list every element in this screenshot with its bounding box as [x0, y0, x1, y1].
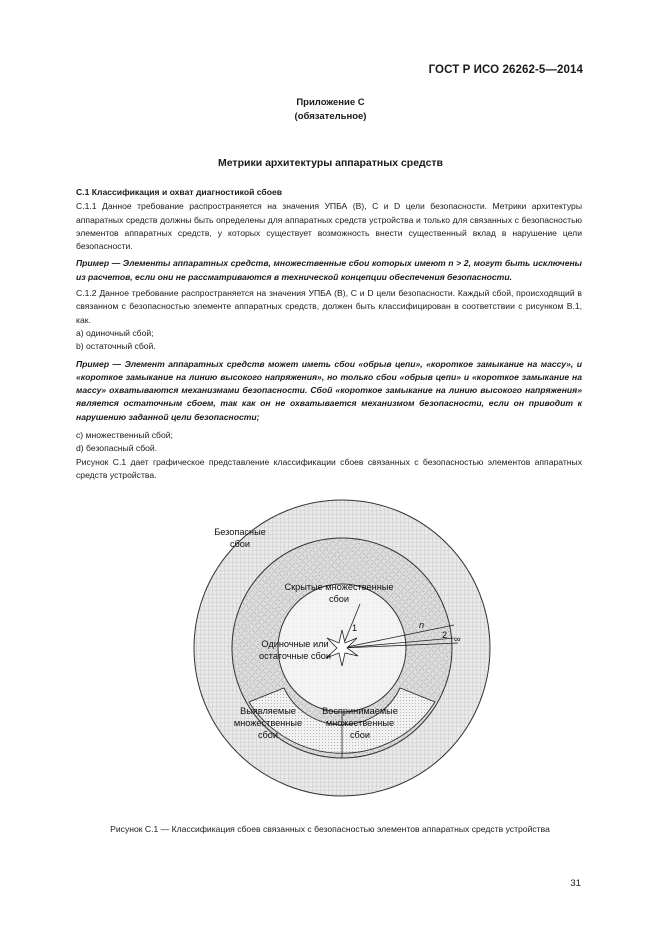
page-number: 31 [570, 878, 581, 889]
document-id: ГОСТ Р ИСО 26262-5—2014 [428, 64, 583, 76]
example-2: Пример — Элемент аппаратных средств может иметь сбои «обрыв цепи», «короткое замыкание на массу», и «короткое замыкание на линию высокого напряжения», но только сбои «обрыв цепи» и «короткое замыкание на массу» охватываются механизмами безопасности. Сбой «короткое замыкание на линию высокого напряжения» является остаточным сбоем, так как он не охватывается механизмом безопасности, если он приводит к нарушению заданной цели безопасности; [76, 358, 582, 422]
paragraph-c1-2: С.1.2 Данное требование распространяется на значения УПБА (В), С и D цели безопасности. Каждый сбой, происходящий в связанном с безопасностью элементе аппаратных средств, должен быть классифицирован в соответствии с рисунком В.1, как. [76, 288, 582, 325]
body-text [76, 186, 582, 482]
label-safe-2: сбои [229, 539, 251, 549]
label-perceived-3: сбои [349, 730, 371, 740]
label-latent-2: сбои [328, 594, 350, 604]
fault-classification-figure [192, 498, 492, 798]
label-safe-1: Безопасные [214, 527, 266, 537]
list-item-b: b) остаточный сбой. [76, 341, 156, 352]
label-1: 1 [352, 623, 358, 633]
example-1: Пример — Элементы аппаратных средств, множественные сбои которых имеют n > 2, могут быть исключены из расчетов, если они не рассматриваются в технической концепции обеспечения безопасности. [76, 258, 582, 282]
label-n: n [419, 620, 425, 630]
label-infinity: ∞ [454, 634, 461, 644]
section-title: Метрики архитектуры аппаратных средств [217, 157, 444, 169]
label-detected-3: сбои [257, 730, 279, 740]
figure-intro: Рисунок С.1 дает графическое представление классификации сбоев связанных с безопасностью элементов аппаратных средств устройства. [76, 456, 582, 480]
annex-status: (обязательное) [294, 111, 367, 122]
c1-heading: С.1 Классификация и охват диагностикой сбоев [76, 187, 283, 197]
label-single-2: остаточные сбои [259, 651, 331, 661]
label-perceived-1: Воспринимаемые [322, 706, 398, 716]
label-latent-1: Скрытые множественные [284, 582, 394, 592]
label-detected-1: Выявляемые [240, 706, 296, 716]
list-item-a: a) одиночный сбой; [76, 327, 154, 338]
label-perceived-2: множественные [325, 718, 395, 728]
list-item-c: c) множественный сбой; [76, 430, 173, 441]
list-item-d: d) безопасный сбой. [76, 443, 158, 454]
paragraph-c1-1: С.1.1 Данное требование распространяется на значения УПБА (В), С и D цели безопасности. Метрики архитектуры аппаратных средств должны быть определены для аппаратных средств устройства и только для связанных с безопасностью элементов аппаратных средств, у которых существует возможность внести существенный вклад в нарушение цели безопасности. [76, 201, 582, 252]
label-detected-2: множественные [233, 718, 303, 728]
label-2: 2 [442, 630, 448, 640]
figure-caption: Рисунок С.1 — Классификация сбоев связанных с безопасностью элементов аппаратных средств устройства [110, 824, 550, 834]
label-single-1: Одиночные или [261, 639, 329, 649]
annex-title: Приложение С [296, 97, 365, 108]
